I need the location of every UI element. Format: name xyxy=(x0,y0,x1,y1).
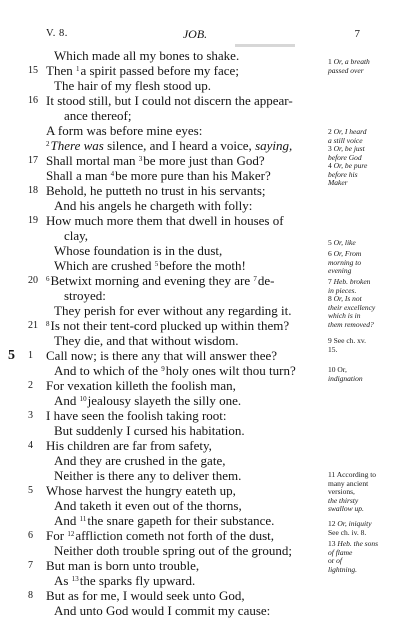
note-text: many ancient xyxy=(328,478,369,488)
verse-text: Then xyxy=(46,63,76,78)
verse-text: Which are crushed xyxy=(54,258,155,273)
verse-text: How much more them that dwell in houses of xyxy=(46,213,284,228)
note-text: 3 xyxy=(328,144,334,153)
verse-text: Neither is there any to deliver them. xyxy=(54,468,242,483)
verse-line xyxy=(28,333,328,348)
marginal-note xyxy=(328,162,367,188)
running-header xyxy=(46,27,360,42)
note-text: which is in xyxy=(328,311,361,320)
note-text: of xyxy=(336,556,342,565)
verse-text: be more just than God? xyxy=(143,153,265,168)
verse-line xyxy=(28,363,328,378)
verse-line xyxy=(28,48,328,63)
marginal-note xyxy=(328,471,376,514)
verse-text: the sparks fly upward. xyxy=(79,573,196,588)
note-text: morning to xyxy=(328,257,362,267)
italic-text: There was xyxy=(50,138,104,153)
note-text: 7 xyxy=(328,277,334,286)
note-text: According to xyxy=(336,470,377,479)
verse-text: It stood still, but I could not discern the appear- xyxy=(46,93,293,108)
verse-line xyxy=(28,588,328,603)
verse-text: clay, xyxy=(64,228,89,243)
verse-line xyxy=(28,453,328,468)
verse-text: They perish for ever without any regarding it. xyxy=(54,303,292,318)
verse-text: I have seen the foolish taking root: xyxy=(46,408,227,423)
verse-line xyxy=(28,438,328,453)
verse-number: 2 xyxy=(28,380,33,391)
note-text: 13 xyxy=(328,539,338,548)
marginal-note xyxy=(328,295,375,329)
verse-text: Which made all my bones to shake. xyxy=(54,48,240,63)
verse-line xyxy=(28,138,328,153)
footnote-ref: 2 xyxy=(46,140,50,148)
verse-text: And they are crushed in the gate, xyxy=(54,453,226,468)
verse-line xyxy=(28,213,328,228)
note-text: 4 xyxy=(328,161,334,170)
verse-line xyxy=(28,468,328,483)
note-text: the thirsty xyxy=(328,495,359,505)
footnote-ref: 10 xyxy=(79,395,87,403)
marginal-note xyxy=(328,337,366,354)
footnote-ref: 7 xyxy=(253,275,257,283)
verse-line xyxy=(28,243,328,258)
verse-line xyxy=(28,228,328,243)
note-text: passed over xyxy=(328,65,364,75)
verse-line xyxy=(28,528,328,543)
note-text: 9 xyxy=(328,336,334,345)
chapter-verse-ref: V. 8. xyxy=(46,28,68,39)
verse-number: 21 xyxy=(28,320,38,331)
note-text: 1 xyxy=(328,57,334,66)
verse-number: 3 xyxy=(28,410,33,421)
verse-text: As xyxy=(54,573,72,588)
verse-line xyxy=(28,558,328,573)
verse-text: stroyed: xyxy=(64,288,106,303)
verse-text: And to which of the xyxy=(54,363,162,378)
marginal-note xyxy=(328,239,356,248)
verse-text: But man is born unto trouble, xyxy=(46,558,200,573)
note-text: Heb. the sons xyxy=(337,539,378,548)
verse-number: 17 xyxy=(28,155,38,166)
verse-line xyxy=(28,168,328,183)
note-text: Or, Is not xyxy=(333,294,362,303)
verse-text: de- xyxy=(257,273,275,288)
note-text: 11 xyxy=(328,470,337,479)
verse-text: before the moth! xyxy=(159,258,246,273)
verse-text: They die, and that without wisdom. xyxy=(54,333,239,348)
verse-line xyxy=(28,183,328,198)
verse-line xyxy=(28,153,328,168)
verse-text: a spirit passed before my face; xyxy=(80,63,239,78)
verse-line xyxy=(28,258,328,273)
verse-text: Shall mortal man xyxy=(46,153,139,168)
verse-text: Betwixt morning and evening they are xyxy=(50,273,254,288)
note-text: 12 xyxy=(328,519,338,528)
note-text: Or, like xyxy=(333,238,356,247)
verse-text: His children are far from safety, xyxy=(46,438,212,453)
note-text: lightning. xyxy=(328,564,357,574)
verse-text: affliction cometh not forth of the dust, xyxy=(75,528,275,543)
footnote-ref: 1 xyxy=(75,65,80,73)
note-text: Or, be pure xyxy=(333,161,368,170)
footnote-ref: 4 xyxy=(110,170,115,178)
verse-line xyxy=(28,198,328,213)
verse-number: 15 xyxy=(28,65,38,76)
footnote-ref: 11 xyxy=(79,515,87,523)
verse-text: The hair of my flesh stood up. xyxy=(54,78,212,93)
verse-text: And unto God would I commit my cause: xyxy=(54,603,271,618)
note-text: swallow up. xyxy=(328,504,364,513)
verse-number: 1 xyxy=(28,350,33,361)
verse-line xyxy=(8,348,328,363)
note-text: a still voice xyxy=(328,135,363,145)
verse-text: And taketh it even out of the thorns, xyxy=(54,498,242,513)
note-text: Heb. broken xyxy=(333,277,371,286)
scripture-text xyxy=(8,48,328,618)
verse-number: 19 xyxy=(28,215,38,226)
verse-text: Behold, he putteth no trust in his servants; xyxy=(46,183,266,198)
page-number: 7 xyxy=(354,28,360,40)
verse-number: 20 xyxy=(28,275,38,286)
note-text: in pieces. xyxy=(328,285,357,295)
footnote-ref: 13 xyxy=(71,575,79,583)
note-text: Or, a breath xyxy=(333,57,370,66)
note-text: 8 xyxy=(328,294,334,303)
verse-line xyxy=(28,288,328,303)
verse-line xyxy=(28,408,328,423)
note-text: versions, xyxy=(328,487,355,496)
note-text: Or, iniquity xyxy=(337,519,372,528)
verse-line xyxy=(28,303,328,318)
verse-text: be more pure than his Maker? xyxy=(115,168,271,183)
verse-number: 16 xyxy=(28,95,38,106)
verse-text: ance thereof; xyxy=(64,108,132,123)
verse-text: A form was before mine eyes: xyxy=(46,123,203,138)
verse-line xyxy=(28,498,328,513)
italic-text: saying, xyxy=(255,138,293,153)
marginal-note xyxy=(328,128,366,145)
marginal-note xyxy=(328,145,365,162)
verse-number: 7 xyxy=(28,560,33,571)
note-text: Or, xyxy=(337,365,347,374)
note-text: before his xyxy=(328,169,358,179)
verse-line xyxy=(28,273,328,288)
verse-text: Whose foundation is in the dust, xyxy=(54,243,223,258)
note-text: before God xyxy=(328,152,362,162)
note-text: Or, I heard xyxy=(333,127,367,136)
verse-number: 4 xyxy=(28,440,33,451)
verse-text: Shall a man xyxy=(46,168,111,183)
verse-line xyxy=(28,318,328,333)
note-text: Or, From xyxy=(333,249,362,258)
verse-text: Whose harvest the hungry eateth up, xyxy=(46,483,236,498)
verse-line xyxy=(28,378,328,393)
footnote-ref: 9 xyxy=(161,365,165,373)
verse-text: For vexation killeth the foolish man, xyxy=(46,378,236,393)
note-text: 10 xyxy=(328,365,338,374)
verse-line xyxy=(28,573,328,588)
marginal-note xyxy=(328,540,378,574)
verse-number: 8 xyxy=(28,590,33,601)
marginal-note xyxy=(328,278,370,295)
book-title: JOB. xyxy=(182,27,208,41)
marginal-note xyxy=(328,250,361,276)
verse-line xyxy=(28,78,328,93)
verse-text: But as for me, I would seek unto God, xyxy=(46,588,245,603)
verse-text: the snare gapeth for their substance. xyxy=(87,513,275,528)
verse-text: Is not their tent-cord plucked up within them? xyxy=(50,318,290,333)
footnote-ref: 6 xyxy=(46,275,50,283)
verse-text: And his angels he chargeth with folly: xyxy=(54,198,253,213)
verse-text: holy ones wilt thou turn? xyxy=(165,363,296,378)
verse-text: But suddenly I cursed his habitation. xyxy=(54,423,245,438)
verse-line xyxy=(28,483,328,498)
print-smudge xyxy=(235,44,295,47)
footnote-ref: 8 xyxy=(46,320,50,328)
marginal-note xyxy=(328,520,372,537)
note-text: Maker xyxy=(328,178,348,187)
note-text: See ch. iv. 8. xyxy=(328,527,367,537)
verse-line xyxy=(28,423,328,438)
verse-line xyxy=(28,93,328,108)
footnote-ref: 5 xyxy=(154,260,159,268)
footnote-ref: 12 xyxy=(67,530,75,538)
note-text: 5 xyxy=(328,238,334,247)
verse-text: silence, and I heard a voice, xyxy=(103,138,256,153)
note-text: Or, be just xyxy=(333,144,365,153)
verse-text: And xyxy=(54,513,80,528)
note-text: them removed? xyxy=(328,319,374,329)
note-text: 2 xyxy=(328,127,334,136)
verse-line xyxy=(28,63,328,78)
verse-number: 6 xyxy=(28,530,33,541)
marginal-note xyxy=(328,366,363,383)
verse-line xyxy=(28,123,328,138)
verse-line xyxy=(28,513,328,528)
verse-text: jealousy slayeth the silly one. xyxy=(87,393,242,408)
verse-line xyxy=(28,393,328,408)
verse-text: Neither doth trouble spring out of the ground; xyxy=(54,543,292,558)
note-text: 15. xyxy=(328,344,338,354)
verse-number: 5 xyxy=(28,485,33,496)
note-text: evening xyxy=(328,266,352,275)
verse-line xyxy=(28,543,328,558)
footnote-ref: 3 xyxy=(138,155,143,163)
verse-number: 18 xyxy=(28,185,38,196)
note-text: indignation xyxy=(328,373,363,383)
verse-line xyxy=(28,603,328,618)
verse-text: For xyxy=(46,528,68,543)
verse-text: And xyxy=(54,393,80,408)
note-text: of flame xyxy=(328,547,353,557)
note-text: 6 xyxy=(328,249,334,258)
marginal-note xyxy=(328,58,370,75)
note-text: or xyxy=(328,556,337,565)
chapter-number: 5 xyxy=(8,348,15,363)
verse-text: Call now; is there any that will answer thee? xyxy=(46,348,278,363)
note-text: their excellency xyxy=(328,302,376,312)
note-text: See ch. xv. xyxy=(333,336,367,345)
verse-line xyxy=(28,108,328,123)
